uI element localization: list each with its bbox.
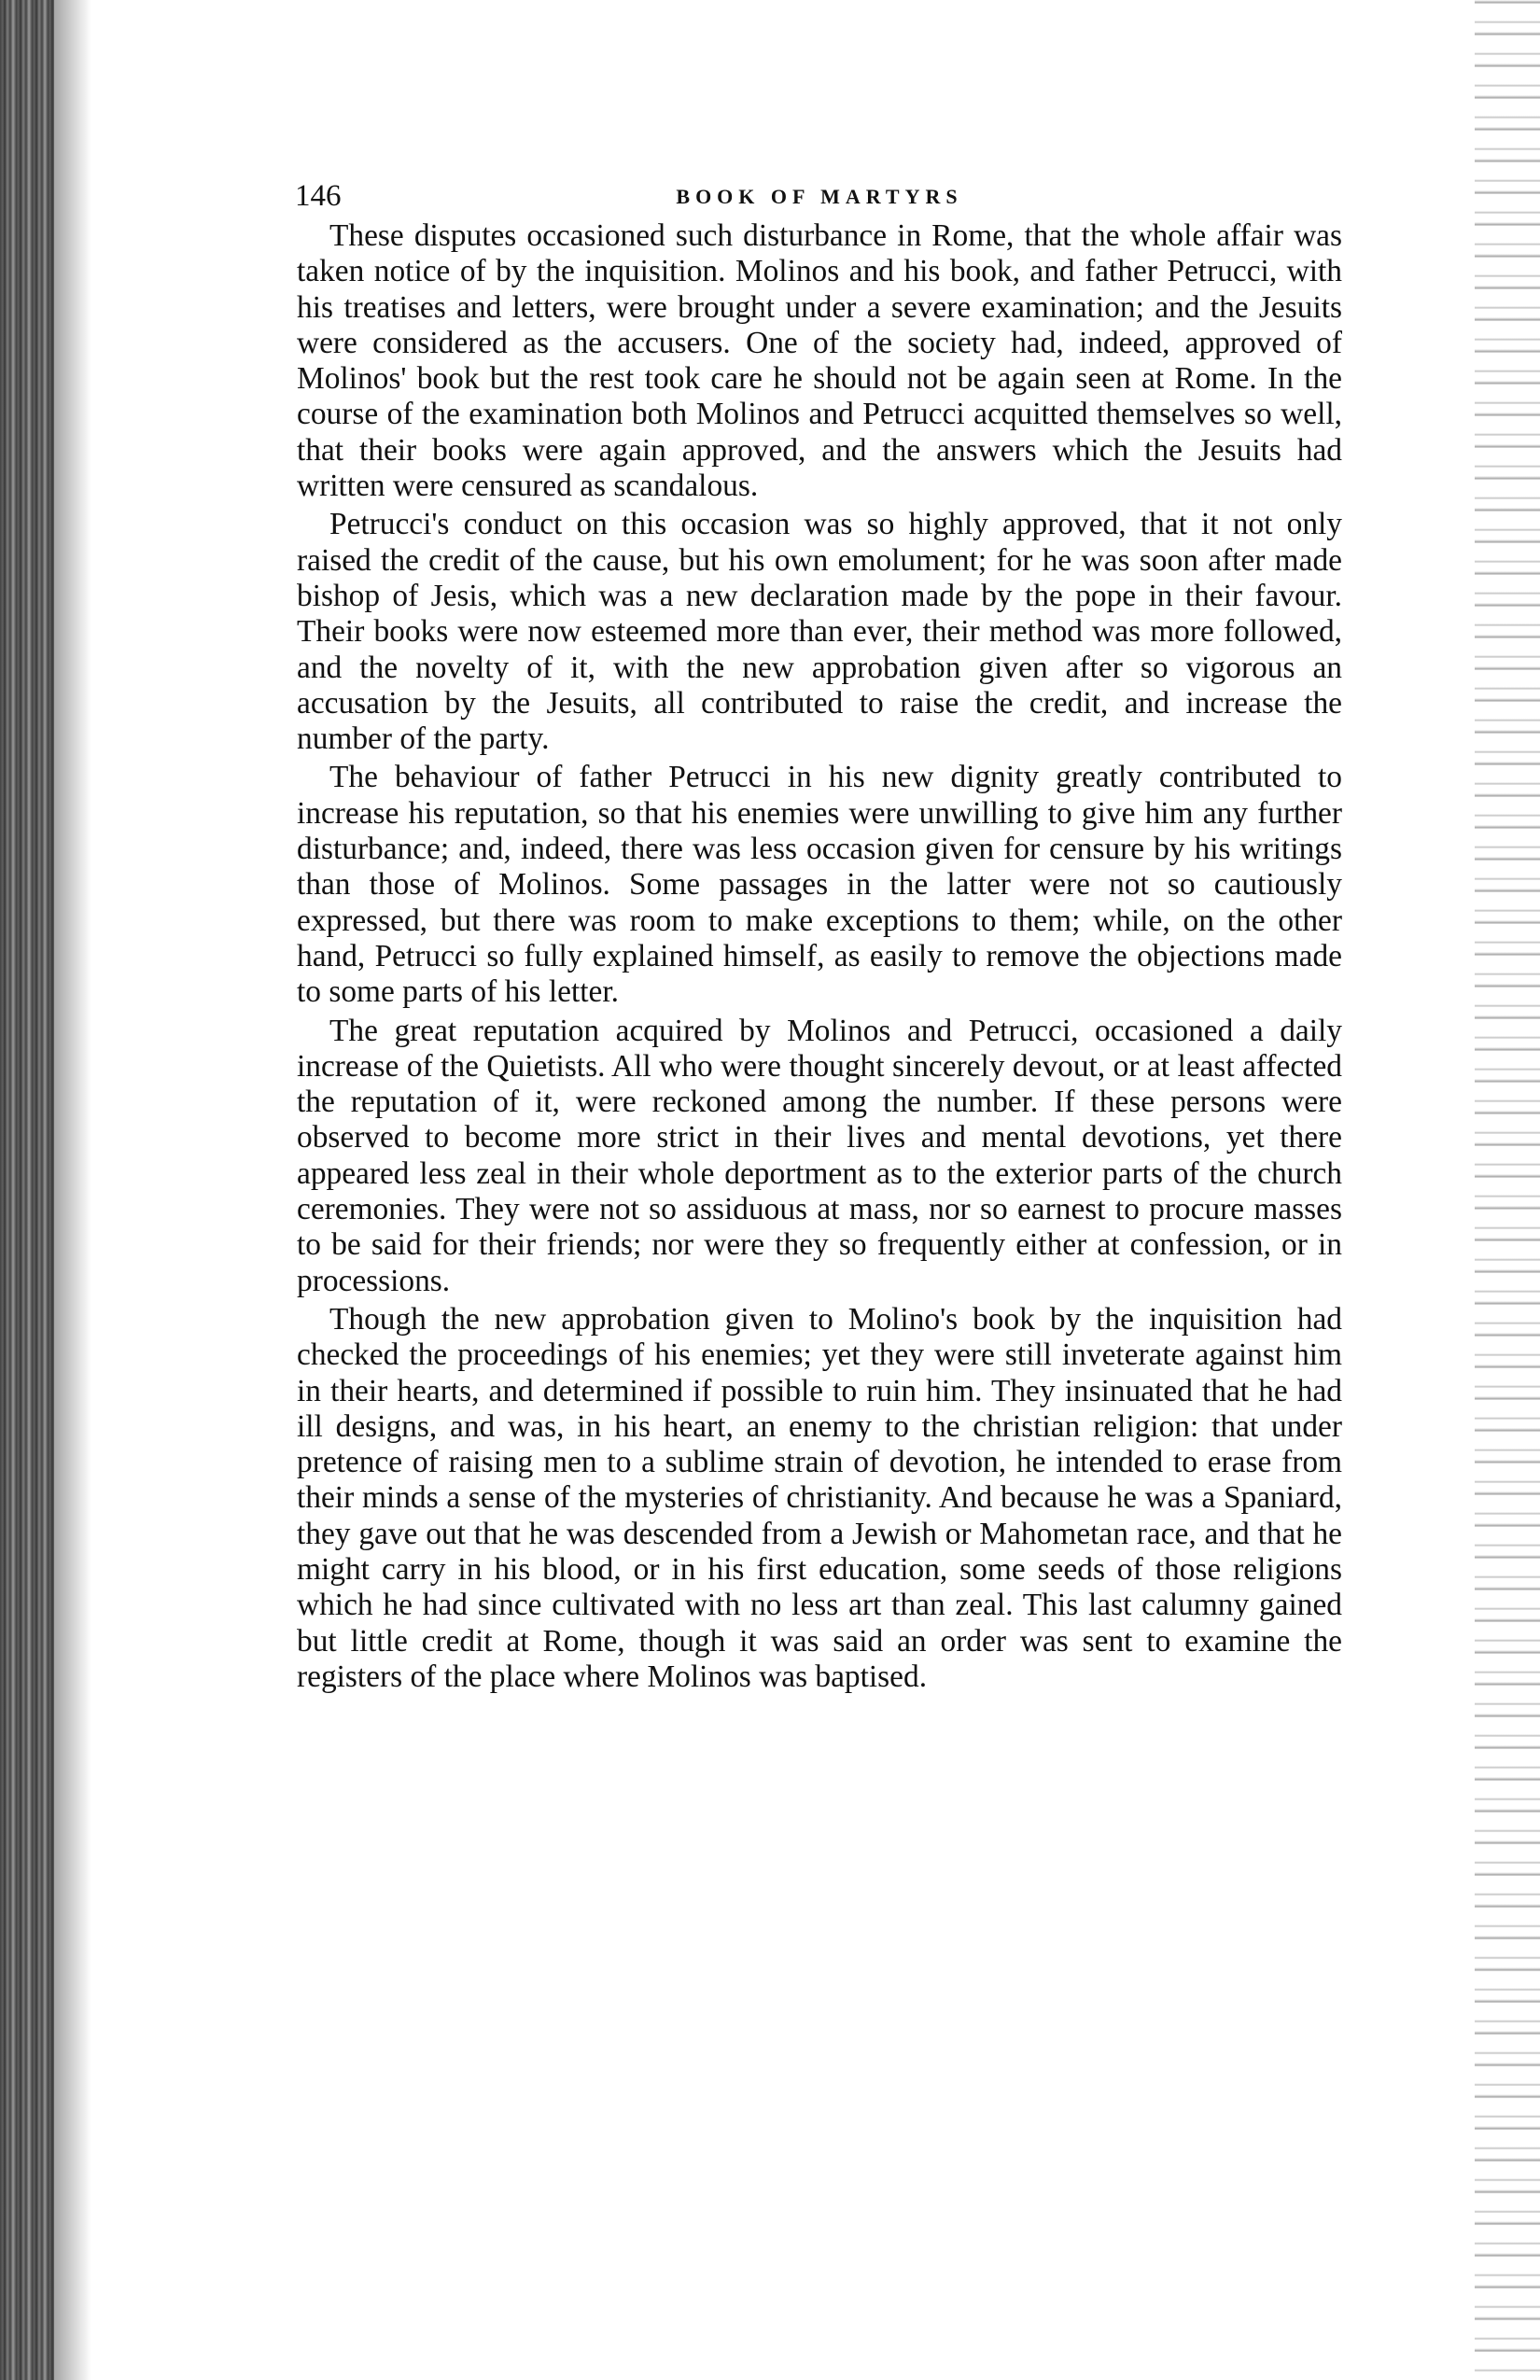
page-edge [1475,0,1540,2380]
paragraph: These disputes occasioned such disturbance in Rome, that the whole affair was taken notice of by the inquisition. Molinos and his book, and father Petrucci, with his treatises and letters, were brought under a severe examination; and the Jesuits were considered as the accusers. One of the society had, indeed, approved of Molinos' book but the rest took care he should not be again seen at Rome. In the course of the examination both Molinos and Petrucci acquitted themselves so well, that their books were again approved, and the answers which the Jesuits had written were censured as scandalous. [297,218,1342,504]
text-block [297,177,1342,1695]
running-head [297,177,1342,218]
paragraph: Petrucci's conduct on this occasion was so highly approved, that it not only raised the credit of the cause, but his own emolument; for he was soon after made bishop of Jesis, which was a new declaration made by the pope in their favour. Their books were now esteemed more than ever, their method was more followed, and the novelty of it, with the new approbation given after so vigorous an accusation by the Jesuits, all contributed to raise the credit, and increase the number of the party. [297,507,1342,757]
running-title: BOOK OF MARTYRS [676,185,963,208]
paragraph: The behaviour of father Petrucci in his new dignity greatly contributed to increase his reputation, so that his enemies were unwilling to give him any further disturbance; and, indeed, there was less occasion given for censure by his writings than those of Molinos. Some passages in the latter were not so cautiously expressed, but there was room to make exceptions to them; while, on the other hand, Petrucci so fully explained himself, as easily to remove the objections made to some parts of his letter. [297,760,1342,1010]
paragraph: The great reputation acquired by Molinos and Petrucci, occasioned a daily increase of the Quietists. All who were thought sincerely devout, or at least affected the reputation of it, were reckoned among the number. If these persons were observed to become more strict in their lives and mental devotions, yet there appeared less zeal in their whole deportment as to the exterior parts of the church ceremonies. They were not so assiduous at mass, nor so earnest to procure masses to be said for their friends; nor were they so frequently either at confession, or in processions. [297,1013,1342,1298]
page-number: 146 [295,179,342,213]
paragraph: Though the new approbation given to Molino's book by the inquisition had checked the proceedings of his enemies; yet they were still inveterate against him in their hearts, and determined if possible to ruin him. They insinuated that he had ill designs, and was, in his heart, an enemy to the christian religion: that under pretence of raising men to a sublime strain of devotion, he intended to erase from their minds a sense of the mysteries of christianity. And because he was a Spaniard, they gave out that he was descended from a Jewish or Mahometan race, and that he might carry in his blood, or in his first education, some seeds of those religions which he had since cultivated with no less art than zeal. This last calumny gained but little credit at Rome, though it was said an order was sent to examine the registers of the place where Molinos was baptised. [297,1301,1342,1694]
binding-edge [0,0,54,2380]
binding-shadow [54,0,91,2380]
